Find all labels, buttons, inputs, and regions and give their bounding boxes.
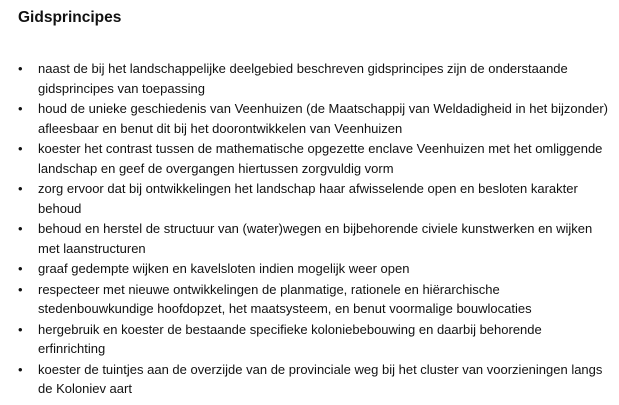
list-item bbox=[18, 179, 608, 218]
list-item-text: houd de unieke geschiedenis van Veenhuizen (de Maatschappij van Weldadigheid in het bijzonder) afleesbaar en benut dit bij het doorontwikkelen van Veenhuizen bbox=[38, 101, 608, 136]
list-item bbox=[18, 259, 608, 279]
list-item-text: graaf gedempte wijken en kavelsloten indien mogelijk weer open bbox=[38, 261, 410, 276]
list-item bbox=[18, 219, 608, 258]
bullet-icon: • bbox=[18, 61, 23, 76]
principles-list bbox=[18, 59, 608, 400]
list-item bbox=[18, 280, 608, 319]
list-item-text: hergebruik en koester de bestaande specifieke koloniebebouwing en daarbij behorende erfinrichting bbox=[38, 321, 542, 356]
list-item bbox=[18, 59, 608, 98]
list-item bbox=[18, 360, 608, 399]
bullet-icon: • bbox=[18, 101, 23, 116]
list-item-text: zorg ervoor dat bij ontwikkelingen het landschap haar afwisselende open en besloten karakter behoud bbox=[38, 181, 578, 216]
list-item-text: behoud en herstel de structuur van (water)wegen en bijbehorende civiele kunstwerken en wijken met laanstructuren bbox=[38, 221, 593, 256]
bullet-icon: • bbox=[18, 181, 23, 196]
list-item bbox=[18, 139, 608, 178]
list-item-text: koester de tuintjes aan de overzijde van de provinciale weg bij het cluster van voorzieningen langs de Koloniev aart bbox=[38, 361, 603, 396]
bullet-icon: • bbox=[18, 321, 23, 337]
bullet-icon: • bbox=[18, 141, 23, 156]
list-item bbox=[18, 99, 608, 138]
list-item-text: naast de bij het landschappelijke deelgebied beschreven gidsprincipes zijn de onderstaande gidsprincipes van toepassing bbox=[38, 61, 568, 96]
bullet-icon: • bbox=[18, 361, 23, 377]
section-title: Gidsprincipes bbox=[18, 9, 122, 26]
list-item-text: respecteer met nieuwe ontwikkelingen de planmatige, rationele en hiërarchische stedenbouwkundige hoofdopzet, het maatsysteem, en benut voormalige bouwlocaties bbox=[38, 281, 532, 316]
bullet-icon: • bbox=[18, 261, 23, 276]
bullet-icon: • bbox=[18, 221, 23, 236]
bullet-icon: • bbox=[18, 281, 23, 297]
list-item-text: koester het contrast tussen de mathematische opgezette enclave Veenhuizen met het omliggende landschap en geef de overgangen hiertussen zorgvuldig vorm bbox=[38, 141, 603, 176]
list-item bbox=[18, 320, 608, 359]
